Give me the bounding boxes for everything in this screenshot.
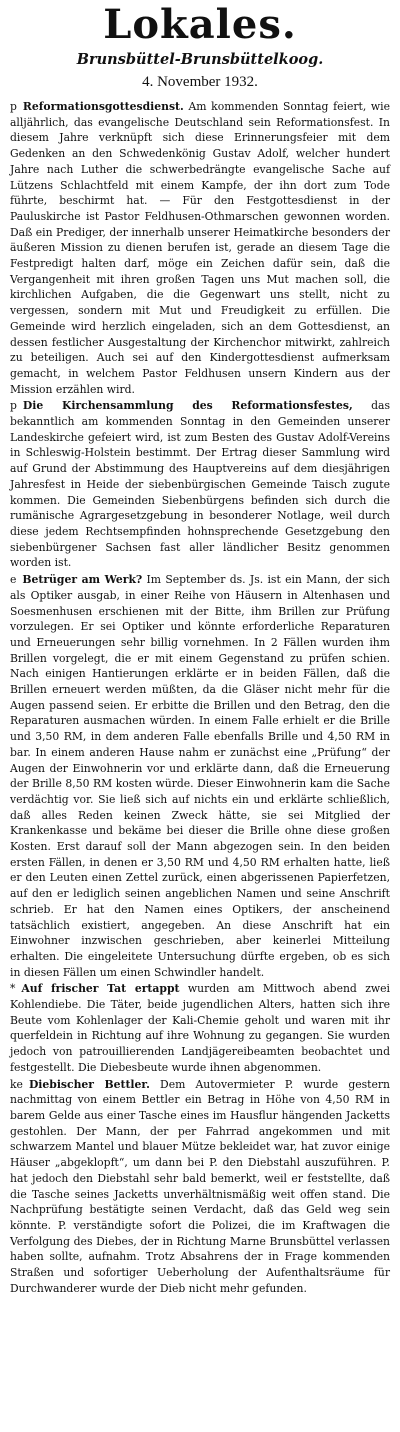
newspaper-column	[10, 0, 390, 1296]
article-mark: p	[10, 100, 17, 113]
article-body: Dem Autovermieter P. wurde gestern nachmittag von einem Bettler ein Betrag in Höhe von 4,50 RM in barem Gelde aus einer Tasche eines im Hausflur hängenden Jacketts gestohlen. Der Mann, der per Fahrrad angekommen und mit schwarzem Mantel und blauer Mütze bekleidet war, hat zuvor einige Häuser „abgeklopft“, um dann bei P. den Diebstahl auszuführen. P. hat jedoch den Diebstahl sehr bald bemerkt, weil er feststellte, daß die Tasche seines Jacketts unverhältnismäßig weit offen stand. Die Nachprüfung bestätigte seinen Verdacht, daß das Geld weg sein könnte. P. verständigte sofort die Polizei, die im Kraftwagen die Verfolgung des Diebes, der in Richtung Marne Brunsbüttel verlassen haben sollte, aufnahm. Trotz Absahrens der in Frage kommenden Straßen und sofortiger Ueberholung der Aufenthaltsräume für Durchwanderer wurde der Dieb nicht mehr gefunden.	[10, 1077, 391, 1295]
article-mark: p	[10, 399, 17, 413]
article-betrueger	[10, 572, 390, 980]
article-headline: Die Kirchensammlung des Reformationsfestes,	[22, 399, 353, 413]
article-reformationsgottesdienst	[10, 99, 390, 397]
article-auf-frischer-tat	[10, 981, 390, 1075]
section-title: Lokales.	[103, 1, 297, 48]
article-body: Im September ds. Js. ist ein Mann, der sich als Optiker ausgab, in einer Reihe von Häusern in Altenhasen und Soesmenhusen erschienen mit der Bitte, ihm Brillen zur Prüfung vorzulegen. Er sei Optiker und könnte erforderliche Reparaturen und Erneuerungen sehr billig vornehmen. In 2 Fällen wurden ihm Brillen vorgelegt, die er mit einem Gegenstand zu prüfen schien. Nach einigen Hantierungen erklärte er in beiden Fällen, daß die Brillen erneuert werden müßten, da die Gläser nicht mehr für die Augen passend seien. Er erbitte die Brillen und den Betrag, den die Reparaturen ausmachen würden. In einem Falle erhielt er die Brille und 3,50 RM, in dem anderen Falle ebenfalls Brille und 4,50 RM in bar. In einem anderen Hause nahm er zunächst eine „Prüfung“ der Augen der Einwohnerin vor und erklärte dann, daß die Erneuerung der Brille 8,50 RM kosten würde. Dieser Einwohnerin kam die Sache verdächtig vor. Sie ließ sich auf nichts ein und erklärte schließlich, daß alles Reden keinen Zweck hätte, sie sei Mitglied der Krankenkasse und bekäme bei dieser die Brille ohne diese großen Kosten. Erst darauf soll der Mann abgezogen sein. In den beiden ersten Fällen, in denen er 3,50 RM und 4,50 RM erhalten hatte, ließ er den Leuten einen Zettel zurück, einen abgerissenen Papierfetzen, auf den er lediglich seinen angeblichen Namen und seine Anschrift schrieb. Er hat den Namen eines Optikers, der anscheinend tatsächlich existiert, angegeben. An diese Anschrift hat ein Einwohner inzwischen geschrieben, aber keinerlei Mitteilung erhalten. Die eingeleitete Untersuchung dürfte ergeben, ob es sich in diesen Fällen um einen Schwindler handelt.	[10, 573, 390, 979]
article-headline: Betrüger am Werk?	[22, 573, 143, 587]
article-headline: Diebischer Bettler.	[28, 1077, 150, 1091]
place-heading: Brunsbüttel-Brunsbüttelkoog.	[76, 51, 324, 68]
article-kirchensammlung	[10, 398, 390, 571]
article-body: Am kommenden Sonntag feiert, wie alljährlich, das evangelische Deutschland sein Reformationsfest. In diesem Jahre verknüpft sich diese Erinnerungsfeier mit dem Gedenken an den Schwedenkönig Gustav Adolf, welcher hundert Jahre nach Luther die schwerbedrängte evangelische Sache auf Lützens Schlachtfeld mit einem Kampfe, der ihn dort zum Tode führte, beschirmt hat. — Für den Festgottesdienst in der Pauluskirche ist Pastor Feldhusen-Othmarschen gewonnen worden. Daß ein Prediger, der innerhalb unserer Heimatkirche besonders der äußeren Mission zu dienen berufen ist, gerade an diesem Tage die Festpredigt halten darf, möge ein Zeichen dafür sein, daß die Vergangenheit mit ihren großen Tagen uns Mut machen soll, die kirchlichen Aufgaben, die die Gegenwart uns stellt, nicht zu vergessen, sondern mit Mut und Freudigkeit zu erfüllen. Die Gemeinde wird herzlich eingeladen, sich an dem Gottesdienst, an dessen festlicher Ausgestaltung der Kirchenchor mitwirkt, zahlreich zu beteiligen. Auch sei auf den Kindergottesdienst aufmerksam gemacht, in welchem Pastor Feldhusen unsern Kindern aus der Mission erzählen wird.	[10, 100, 391, 396]
article-mark: *	[10, 982, 16, 996]
article-headline: Auf frischer Tat ertappt	[21, 982, 180, 996]
article-mark: e	[10, 573, 17, 587]
article-body: wurden am Mittwoch abend zwei Kohlendiebe. Die Täter, beide jugendlichen Alters, hatten sich ihre Beute vom Kohlenlager der Kali-Chemie geholt und waren mit ihr querfeldein in Richtung auf ihre Wohnung zu gegangen. Sie wurden jedoch von patrouillierenden Landjägereibeamten beobachtet und festgestellt. Die Diebesbeute wurde ihnen abgenommen.	[10, 982, 390, 1074]
article-headline: Reformationsgottesdienst.	[22, 100, 184, 113]
date-line: 4. November 1932.	[142, 74, 258, 90]
article-body: das bekanntlich am kommenden Sonntag in den Gemeinden unserer Landeskirche gefeiert wird, ist zum Besten des Gustav Adolf-Vereins in Schleswig-Holstein bestimmt. Der Ertrag dieser Sammlung wird auf Grund der Abstimmung des Hauptvereins auf dem diesjährigen Jahresfest in Heide der siebenbürgischen Gemeinde Taisch zugute kommen. Die Gemeinden Siebenbürgens befinden sich durch die rumänische Agrargesetzgebung in besonderer Notlage, weil durch diese jedem Rechtsempfinden hohnsprechende Gesetzgebung den siebenbürgener Sachsen fast aller ländlicher Besitz genommen worden ist.	[10, 399, 390, 570]
article-diebischer-bettler	[10, 1077, 390, 1297]
article-mark: ke	[10, 1077, 23, 1091]
